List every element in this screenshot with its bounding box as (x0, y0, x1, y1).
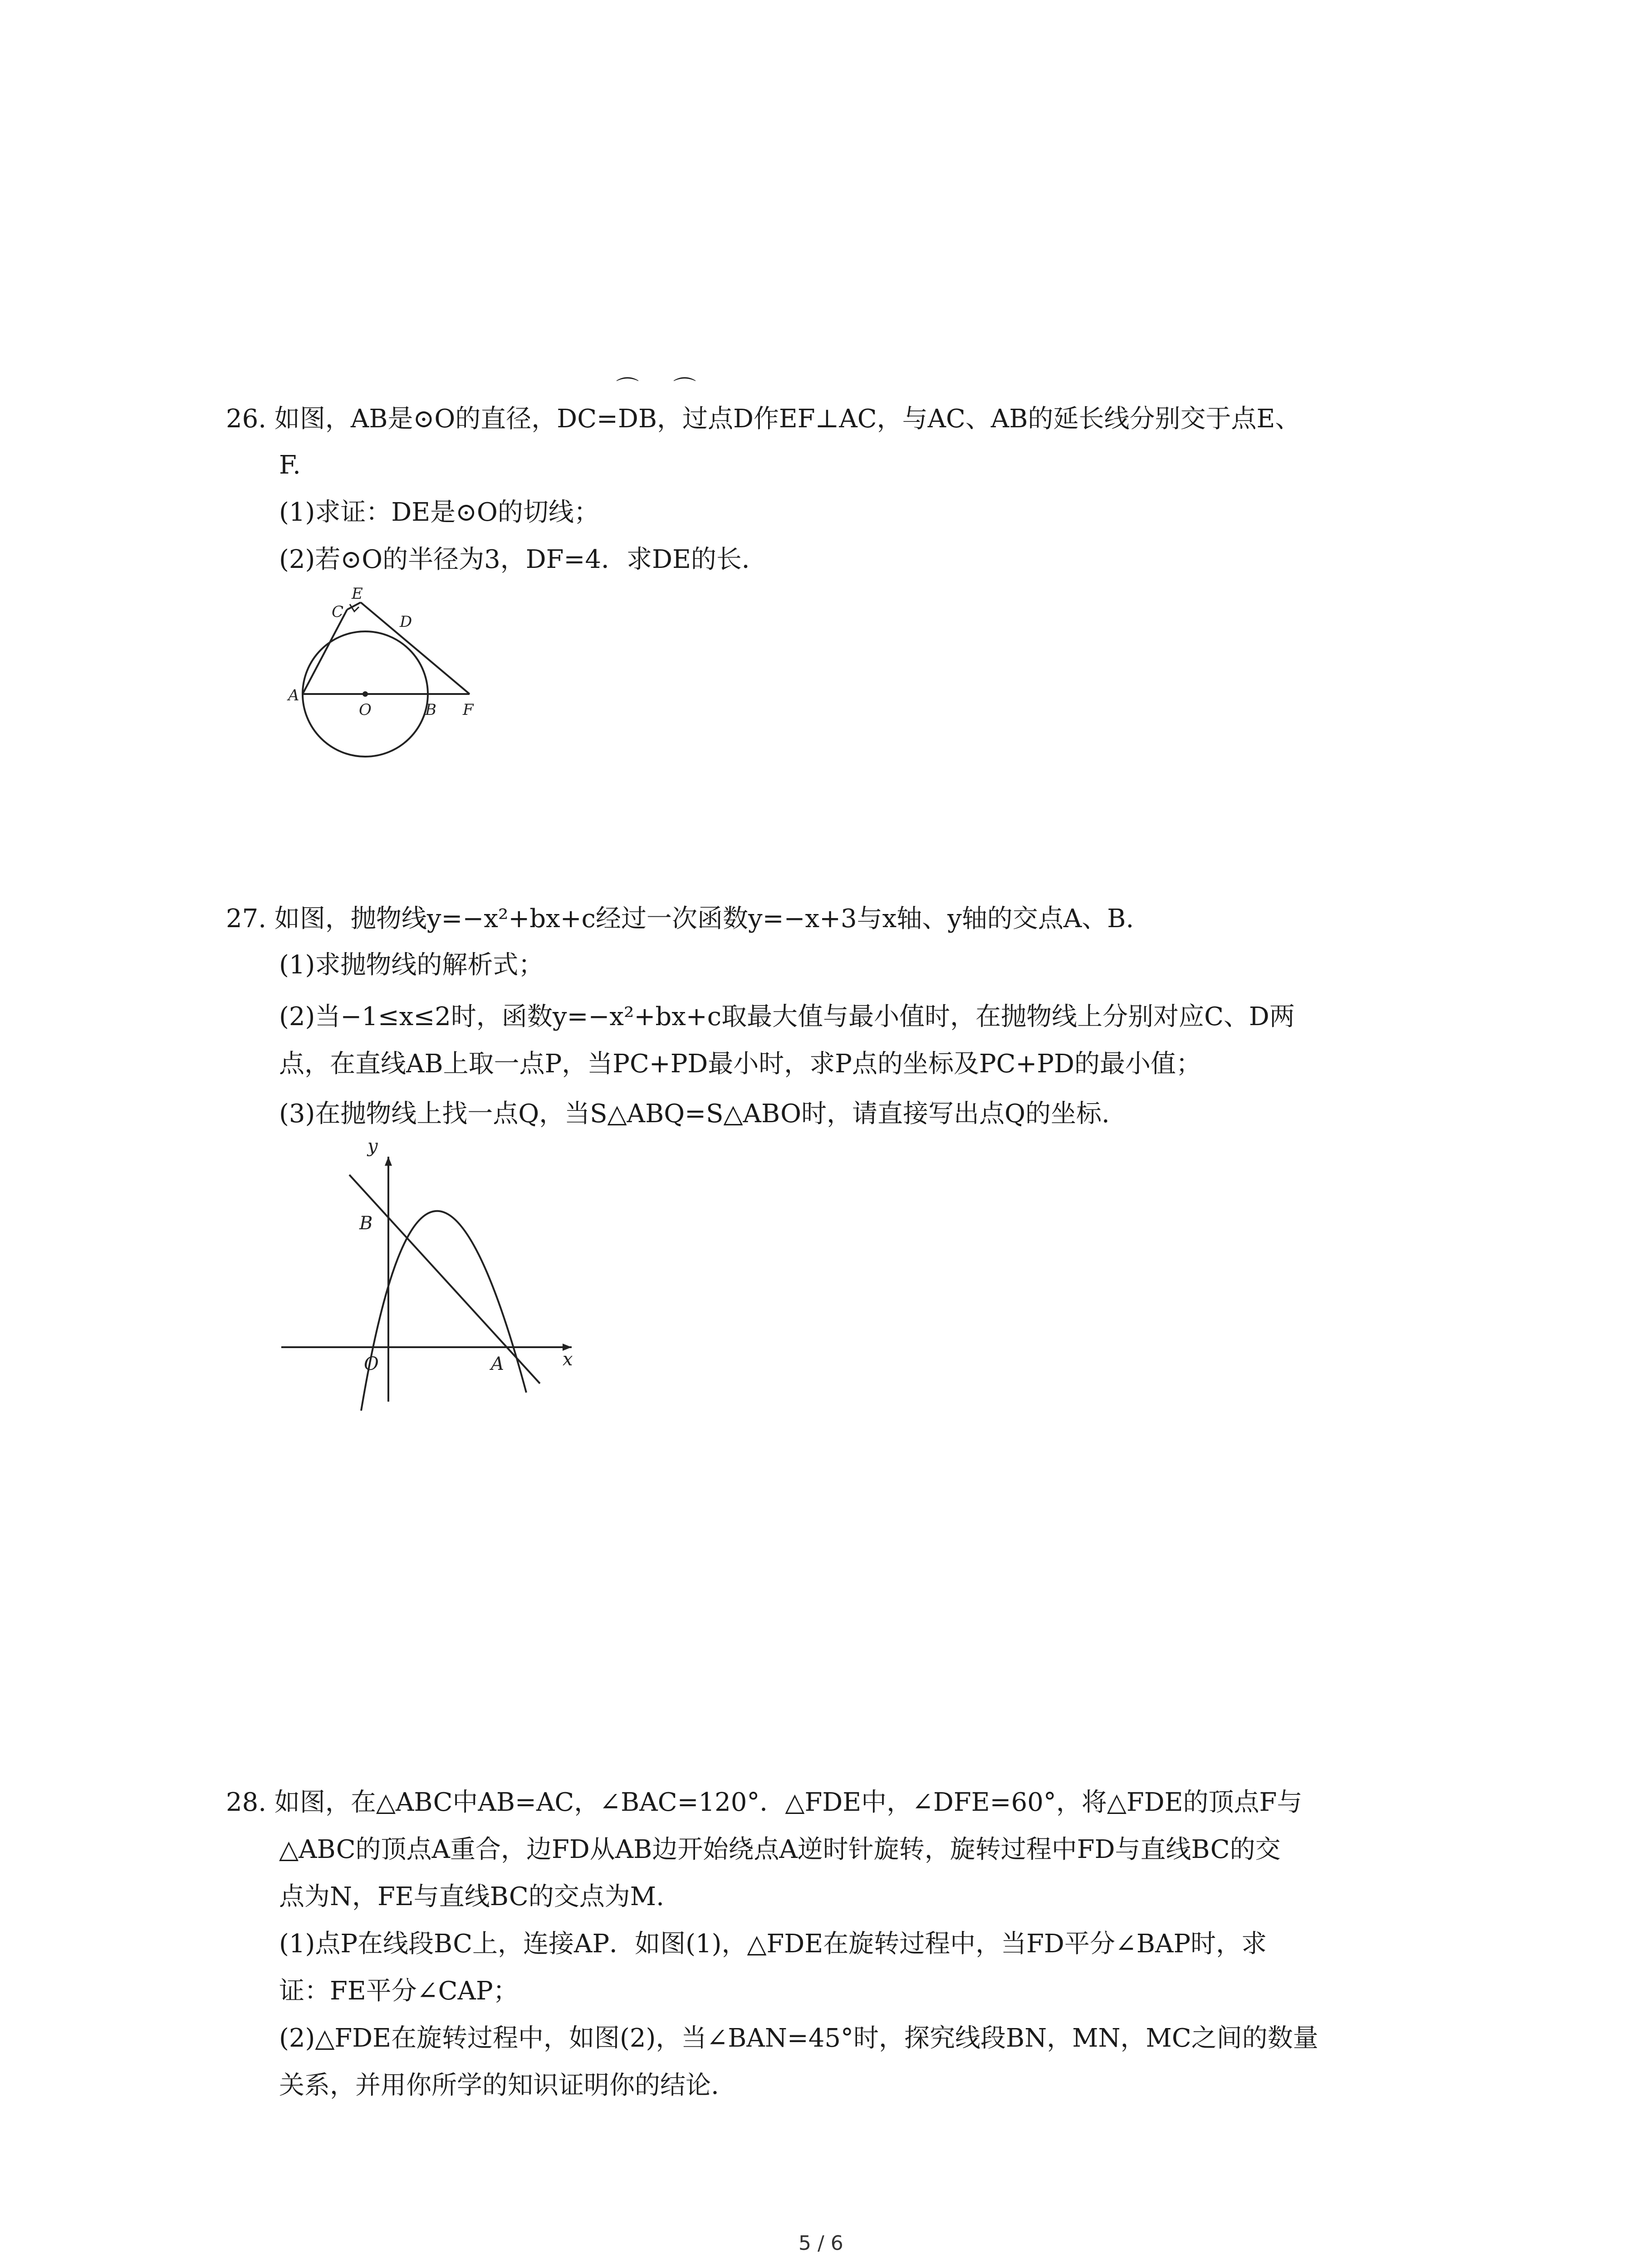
q27-part2-line1: (2)当−1≤x≤2时，函数y=−x²+bx+c取最大值与最小值时，在抛物线上分别对应C、D两 (279, 1002, 1295, 1031)
q27-part2-line2: 点，在直线AB上取一点P，当PC+PD最小时，求P点的坐标及PC+PD的最小值； (279, 1049, 1202, 1079)
label-y: y (367, 1139, 378, 1157)
label-A: A (491, 1354, 504, 1374)
q26-line1 (226, 403, 1300, 435)
q27-part1: (1)求抛物线的解析式； (279, 950, 544, 980)
q28-number: 28. (226, 1788, 267, 1817)
q26-part1: (1)求证：DE是⊙O的切线； (279, 498, 599, 527)
q27-number: 27. (226, 904, 267, 934)
label-x: x (563, 1349, 573, 1370)
q26-line2: F. (279, 450, 301, 480)
label-A: A (288, 686, 299, 704)
label-C: C (332, 603, 344, 621)
q28-line1 (226, 1786, 1302, 1819)
q27-parabola-figure (272, 1139, 590, 1411)
q28-part2-line2: 关系，并用你所学的知识证明你的结论. (279, 2071, 719, 2100)
arc-mark-db: ⌒ (673, 376, 696, 402)
q28-line3: 点为N，FE与直线BC的交点为M. (279, 1882, 664, 1911)
q26-stem: 如图，AB是⊙O的直径，DC=DB，过点D作EF⊥AC，与AC、AB的延长线分别交于点E、 (274, 404, 1301, 434)
q28-part1-line1: (1)点P在线段BC上，连接AP．如图(1)，△FDE在旋转过程中，当FD平分∠BAP时，求 (279, 1929, 1267, 1959)
arc-mark-dc: ⌒ (616, 376, 639, 402)
q27-stem: 如图，抛物线y=−x²+bx+c经过一次函数y=−x+3与x轴、y轴的交点A、B. (274, 904, 1134, 934)
q28-stem-1: 如图，在△ABC中AB=AC，∠BAC=120°．△FDE中，∠DFE=60°，将△FDE的顶点F与 (274, 1788, 1303, 1817)
label-F: F (463, 701, 474, 719)
label-B: B (359, 1213, 373, 1234)
q27-part3: (3)在抛物线上找一点Q，当S△ABQ=S△ABO时，请直接写出点Q的坐标. (279, 1099, 1110, 1129)
label-O: O (364, 1354, 379, 1374)
q28-line2: △ABC的顶点A重合，边FD从AB边开始绕点A逆时针旋转，旋转过程中FD与直线BC的交 (279, 1835, 1281, 1864)
q28-part1-line2: 证：FE平分∠CAP； (279, 1976, 519, 2006)
label-B: B (425, 701, 436, 719)
label-E: E (352, 585, 363, 603)
q26-number: 26. (226, 404, 267, 434)
q26-part2: (2)若⊙O的半径为3，DF=4．求DE的长． (279, 545, 767, 574)
page-number: 5 / 6 (798, 2232, 843, 2255)
q28-part2-line1: (2)△FDE在旋转过程中，如图(2)，当∠BAN=45°时，探究线段BN，MN，MC之间的数量 (279, 2024, 1318, 2053)
label-O: O (359, 701, 372, 719)
q26-circle-figure (279, 581, 488, 762)
label-D: D (400, 613, 412, 631)
q27-line1 (226, 903, 1134, 935)
